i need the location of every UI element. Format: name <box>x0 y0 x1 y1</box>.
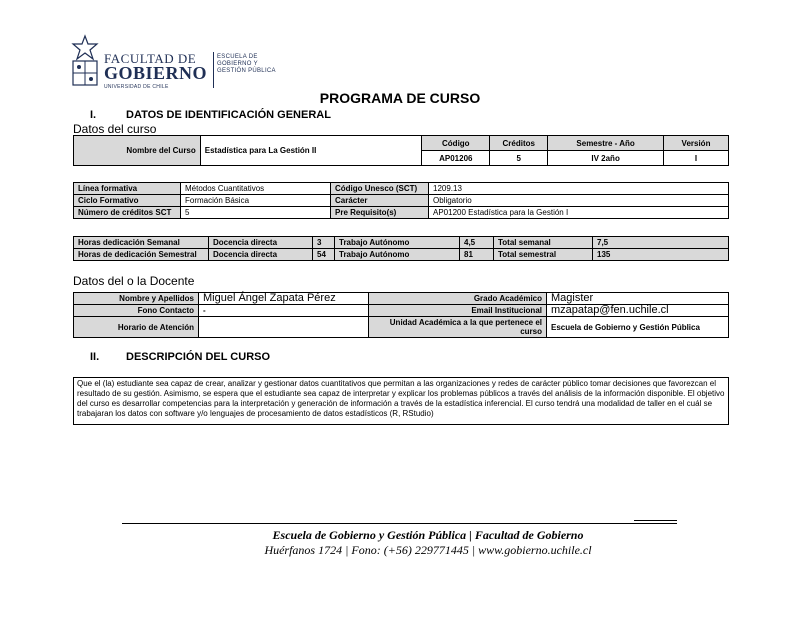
weekly-hours-label: Horas dedicación Semanal <box>74 237 209 249</box>
credits-value: 5 <box>490 151 548 166</box>
logo-subtitle: ESCUELA DE GOBIERNO Y GESTIÓN PÚBLICA <box>217 54 276 74</box>
teacher-table <box>73 292 729 338</box>
autonomous-work-label: Trabajo Autónomo <box>335 237 460 249</box>
course-name-value: Estadística para La Gestión II <box>200 136 422 166</box>
weekly-total-value: 7,5 <box>593 237 729 249</box>
course-data-heading: Datos del curso <box>73 122 157 136</box>
footer-institution: Escuela de Gobierno y Gestión Pública | Facultad de Gobierno <box>272 528 584 542</box>
code-value: AP01206 <box>422 151 490 166</box>
course-table <box>73 135 729 166</box>
character-value: Obligatorio <box>429 195 729 207</box>
sct-credits-label: Número de créditos SCT <box>74 207 181 219</box>
direct-teaching-label: Docencia directa <box>209 237 313 249</box>
faculty-logo <box>68 34 276 90</box>
line-label: Línea formativa <box>74 183 181 195</box>
cycle-label: Ciclo Formativo <box>74 195 181 207</box>
sct-credits-value: 5 <box>181 207 331 219</box>
autonomous-work-weekly: 4,5 <box>460 237 494 249</box>
semester-total-value: 135 <box>593 249 729 261</box>
credits-label: Créditos <box>490 136 548 151</box>
university-crest-icon <box>70 34 100 86</box>
unesco-value: 1209.13 <box>429 183 729 195</box>
phone-label: Fono Contacto <box>74 305 199 317</box>
email-label: Email Institucional <box>369 305 547 317</box>
cycle-value: Formación Básica <box>181 195 331 207</box>
code-label: Código <box>422 136 490 151</box>
direct-teaching-label-2: Docencia directa <box>209 249 313 261</box>
version-value: I <box>664 151 729 166</box>
logo-line-2: GOBIERNO <box>104 63 208 83</box>
teacher-name-label: Nombre y Apellidos <box>74 293 199 305</box>
degree-value: Magister <box>547 293 729 305</box>
line-value: Métodos Cuantitativos <box>181 183 331 195</box>
footer-divider <box>122 523 677 524</box>
logo-line-3: UNIVERSIDAD DE CHILE <box>104 84 169 90</box>
section-1-title: DATOS DE IDENTIFICACIÓN GENERAL <box>126 109 331 121</box>
logo-divider <box>213 52 214 88</box>
weekly-total-label: Total semanal <box>494 237 593 249</box>
logo-line-1: FACULTAD DE <box>104 51 197 66</box>
section-2-number: II. <box>90 351 100 363</box>
character-label: Carácter <box>331 195 429 207</box>
semester-hours-label: Horas de dedicación Semestral <box>74 249 209 261</box>
course-description: Que el (la) estudiante sea capaz de crear, analizar y gestionar datos cuantitativos que permitan a las organizaciones y redes de carácter público tomar decisiones que favorezcan el resultado de su gestión. Asimismo, se espera que el estudiante sea capaz de interpretar y explicar los problemas públicos a través del análisis de la información disponible. El objetivo del curso es desarrollar competencias para la interpretación y generación de información a través de la estadística inferencial. El curso tendrá una modalidad de taller en el cuál se trabajaran los datos con software y/o lenguajes de procesamiento de datos estadísticos (R, RStudio) <box>73 377 729 425</box>
section-2-title: DESCRIPCIÓN DEL CURSO <box>126 351 271 363</box>
document-title: PROGRAMA DE CURSO <box>319 90 481 106</box>
footer-contact: Huérfanos 1724 | Fono: (+56) 229771445 | www.gobierno.uchile.cl <box>264 543 592 557</box>
phone-value: - <box>199 305 369 317</box>
classification-table <box>73 182 729 219</box>
version-label: Versión <box>664 136 729 151</box>
teacher-data-heading: Datos del o la Docente <box>73 274 195 288</box>
hours-table <box>73 236 729 261</box>
autonomous-work-label-2: Trabajo Autónomo <box>335 249 460 261</box>
section-1-number: I. <box>90 109 97 121</box>
semester-total-label: Total semestral <box>494 249 593 261</box>
academic-unit-label: Unidad Académica a la que pertenece el curso <box>369 317 547 338</box>
autonomous-work-semester: 81 <box>460 249 494 261</box>
email-value: mzapatap@fen.uchile.cl <box>547 305 729 317</box>
direct-teaching-semester: 54 <box>313 249 335 261</box>
direct-teaching-weekly: 3 <box>313 237 335 249</box>
academic-unit-value: Escuela de Gobierno y Gestión Pública <box>547 317 729 338</box>
office-hours-label: Horario de Atención <box>74 317 199 338</box>
footer-accent-line <box>634 520 677 521</box>
prerequisite-label: Pre Requisito(s) <box>331 207 429 219</box>
teacher-name-value: Miguel Ángel Zapata Pérez <box>199 293 369 305</box>
prerequisite-value: AP01200 Estadística para la Gestión I <box>429 207 729 219</box>
unesco-label: Código Unesco (SCT) <box>331 183 429 195</box>
semester-value: IV 2año <box>548 151 664 166</box>
office-hours-value <box>199 317 369 338</box>
course-name-label: Nombre del Curso <box>74 136 201 166</box>
semester-label: Semestre - Año <box>548 136 664 151</box>
degree-label: Grado Académico <box>369 293 547 305</box>
